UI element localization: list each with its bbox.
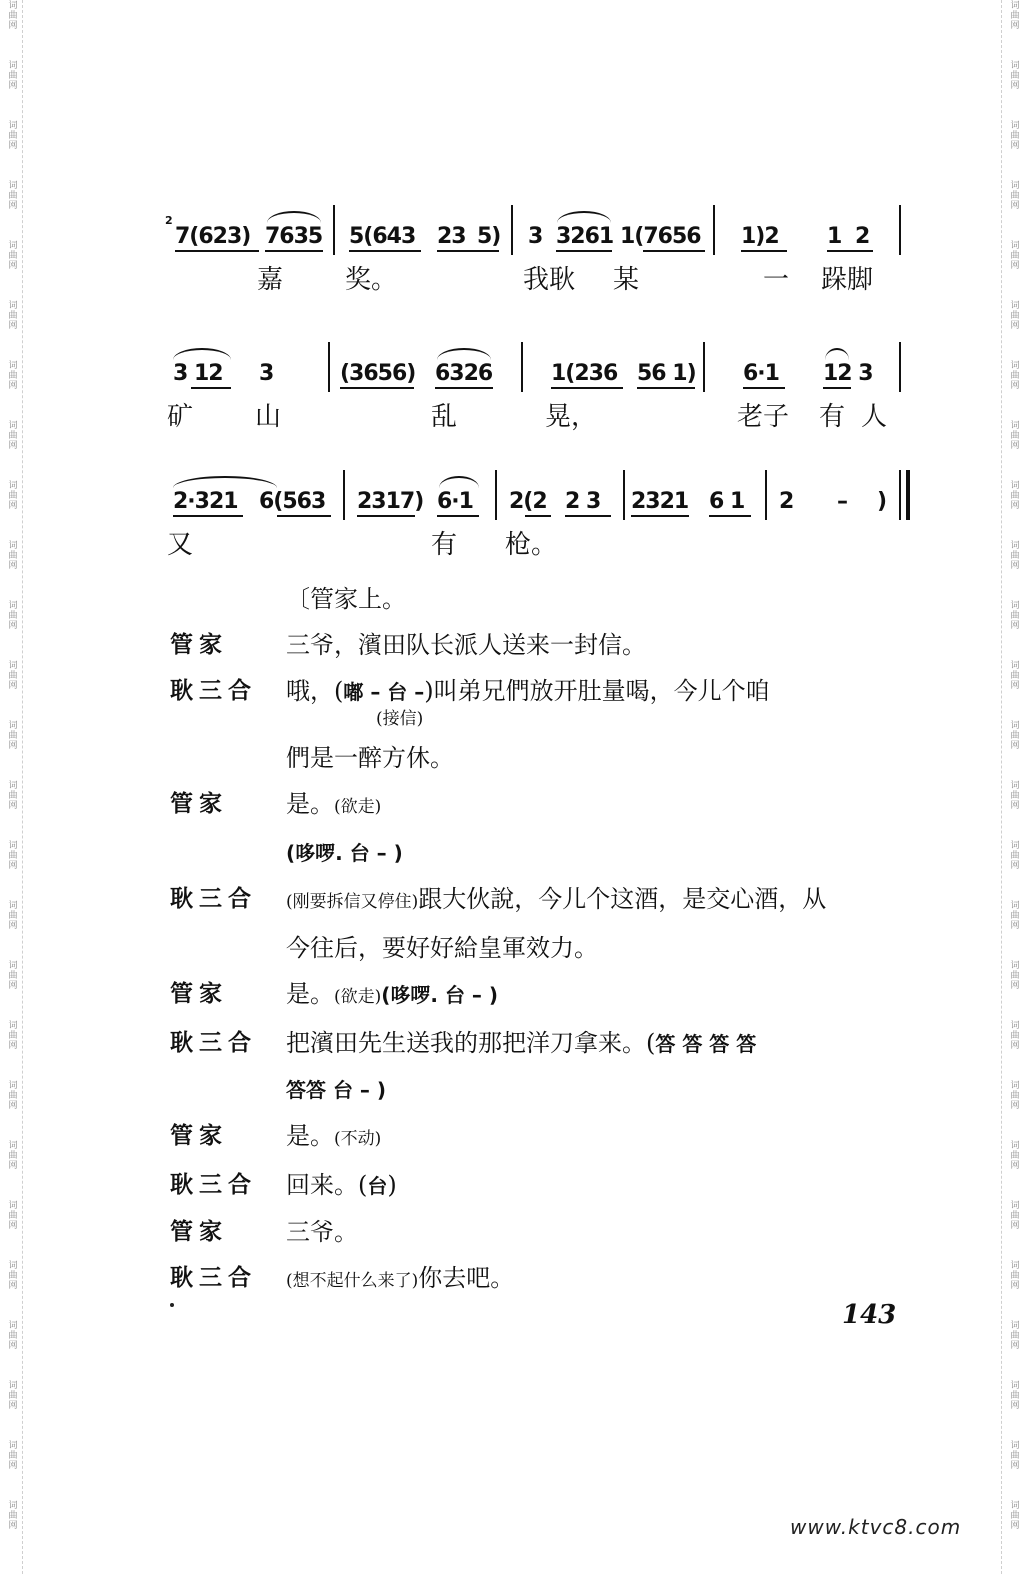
watermark-unit: 词曲网 (6, 480, 17, 510)
watermark-unit: 词曲网 (6, 1320, 17, 1350)
watermark-unit: 词曲网 (6, 240, 17, 270)
percussion-cue: 台 (367, 1174, 388, 1198)
notation-row-3 (165, 470, 915, 562)
watermark-unit: 词曲网 (1008, 720, 1019, 750)
percussion-cue: 答 答 答 答 (655, 1032, 757, 1056)
dialogue-continuation: 今往后，要好好給皇軍效力。 (286, 934, 598, 962)
lyric: 乱 (431, 402, 458, 432)
lyric: 某 (613, 265, 640, 295)
lyric: 又 (167, 530, 194, 560)
watermark-unit: 词曲网 (1008, 600, 1019, 630)
dialogue-line: 耿三合 (想不起什么来了)你去吧。 (170, 1264, 515, 1292)
dialogue-line: 管家 是。(欲走) (170, 790, 382, 818)
lyric: 老子 (737, 402, 790, 432)
percussion-line: 答答 台 – ) (286, 1078, 387, 1102)
stage-direction: (想不起什么来了) (286, 1271, 419, 1291)
stage-direction: (接信) (376, 709, 424, 729)
watermark-unit: 词曲网 (6, 180, 17, 210)
lyric: 我耿 (523, 265, 576, 295)
watermark-unit: 词曲网 (6, 1260, 17, 1290)
watermark-unit: 词曲网 (1008, 480, 1019, 510)
dialogue-line: 管家 是。(欲走)(哆啰. 台 – ) (170, 980, 499, 1008)
watermark-unit: 词曲网 (6, 360, 17, 390)
watermark-unit: 词曲网 (1008, 780, 1019, 810)
note-group: 6326 (435, 361, 493, 386)
watermark-unit: 词曲网 (6, 1140, 17, 1170)
lyric: 奖。 (345, 265, 398, 295)
watermark-unit: 词曲网 (1008, 840, 1019, 870)
watermark-unit: 词曲网 (6, 600, 17, 630)
lyric: 跺脚 (821, 265, 874, 295)
watermark-unit: 词曲网 (6, 1440, 17, 1470)
watermark-unit: 词曲网 (1008, 1020, 1019, 1050)
note-group: 2(2 (509, 489, 547, 514)
lyric: 晃， (545, 402, 598, 432)
dialogue-continuation: 們是一醉方休。 (286, 744, 454, 772)
note-group: 5(643 (349, 224, 416, 249)
left-watermark-strip (0, 0, 23, 1574)
lyric: 矿 (167, 402, 194, 432)
watermark-unit: 词曲网 (6, 840, 17, 870)
note-group: 56 1) (637, 361, 696, 386)
note-group: 7635 (265, 224, 323, 249)
print-speck (170, 1303, 174, 1307)
note-group: 23 (437, 224, 466, 249)
note-group: 2 (779, 489, 794, 514)
watermark-unit: 词曲网 (1008, 360, 1019, 390)
stage-direction: (欲走) (334, 797, 382, 817)
lyric: 山 (255, 402, 282, 432)
note-group: 1 (827, 224, 842, 249)
note-group: 6·1 (437, 489, 473, 514)
notation-row-2 (165, 342, 915, 434)
watermark-unit: 词曲网 (6, 420, 17, 450)
note-group: 2 (855, 224, 870, 249)
note-group: 3 (528, 224, 543, 249)
note-group: 1(7656 (620, 224, 701, 249)
site-watermark: www.ktvc8.com (790, 1515, 962, 1539)
dialogue-line: 管家 是。(不动) (170, 1122, 382, 1150)
watermark-unit: 词曲网 (1008, 900, 1019, 930)
watermark-unit: 词曲网 (1008, 300, 1019, 330)
watermark-unit: 词曲网 (1008, 1140, 1019, 1170)
stage-direction: (刚要拆信又停住) (286, 892, 419, 912)
watermark-unit: 词曲网 (1008, 180, 1019, 210)
watermark-unit: 词曲网 (6, 660, 17, 690)
watermark-unit: 词曲网 (6, 60, 17, 90)
note-group: 7(623) (175, 224, 251, 249)
dialogue-block (170, 582, 930, 1310)
meter-mark: 2 (165, 214, 172, 227)
watermark-unit: 词曲网 (6, 540, 17, 570)
watermark-unit: 词曲网 (1008, 1200, 1019, 1230)
watermark-unit: 词曲网 (6, 960, 17, 990)
dialogue-line: 管家 三爷，濱田队长派人送来一封信。 (170, 631, 646, 659)
note-group: 5) (477, 224, 501, 249)
note-group: 3 12 (173, 361, 223, 386)
watermark-unit: 词曲网 (6, 120, 17, 150)
percussion-cue: (哆啰. 台 – ) (381, 983, 499, 1007)
note-group: 1(236 (551, 361, 618, 386)
page-number: 143 (842, 1300, 897, 1330)
watermark-unit: 词曲网 (1008, 660, 1019, 690)
note-group: 6 1 (709, 489, 745, 514)
dialogue-line: 耿三合 回来。(台) (170, 1171, 397, 1199)
watermark-unit: 词曲网 (6, 1080, 17, 1110)
watermark-unit: 词曲网 (6, 0, 17, 30)
dialogue-line: 管家 三爷。 (170, 1218, 358, 1246)
watermark-unit: 词曲网 (6, 900, 17, 930)
note-group: (3656) (340, 361, 416, 386)
watermark-unit: 词曲网 (1008, 0, 1019, 30)
watermark-unit: 词曲网 (1008, 1260, 1019, 1290)
watermark-unit: 词曲网 (1008, 60, 1019, 90)
note-group: 3 (259, 361, 274, 386)
watermark-unit: 词曲网 (6, 1020, 17, 1050)
lyric: 枪。 (505, 530, 558, 560)
watermark-unit: 词曲网 (6, 780, 17, 810)
stage-direction: 〔管家上。 (286, 585, 406, 613)
notation-row-1 (165, 205, 915, 297)
note-group: – (837, 489, 847, 514)
watermark-unit: 词曲网 (6, 300, 17, 330)
watermark-unit: 词曲网 (6, 720, 17, 750)
lyric: 有 (819, 402, 846, 432)
note-group: 3261 (556, 224, 614, 249)
watermark-unit: 词曲网 (1008, 540, 1019, 570)
percussion-cue: 嘟 – 台 – (343, 680, 425, 704)
lyric: 一 (763, 265, 790, 295)
note-group: 6(563 (259, 489, 326, 514)
note-group: 2321 (631, 489, 689, 514)
watermark-unit: 词曲网 (1008, 960, 1019, 990)
watermark-unit: 词曲网 (1008, 1080, 1019, 1110)
watermark-unit: 词曲网 (1008, 420, 1019, 450)
stage-direction: (欲走) (334, 987, 382, 1007)
lyric: 嘉 (257, 265, 284, 295)
watermark-unit: 词曲网 (1008, 120, 1019, 150)
note-group: 2 3 (565, 489, 601, 514)
stage-direction: (不动) (334, 1129, 382, 1149)
dialogue-line: 耿三合 把濱田先生送我的那把洋刀拿来。(答 答 答 答 (170, 1029, 757, 1057)
dialogue-line: 耿三合 哦，(嘟 – 台 –)叫弟兄們放开肚量喝，今儿个咱 (接信) (170, 674, 930, 729)
note-group: 12 3 (823, 361, 873, 386)
note-group: 6·1 (743, 361, 779, 386)
note-group: 1)2 (741, 224, 779, 249)
dialogue-line: 耿三合 (刚要拆信又停住)跟大伙說，今儿个这酒，是交心酒，从 (170, 885, 827, 913)
watermark-unit: 词曲网 (6, 1200, 17, 1230)
watermark-unit: 词曲网 (1008, 1320, 1019, 1350)
watermark-unit: 词曲网 (6, 1500, 17, 1530)
note-group: 2·321 (173, 489, 238, 514)
watermark-unit: 词曲网 (1008, 240, 1019, 270)
watermark-unit: 词曲网 (6, 1380, 17, 1410)
right-watermark-strip (1001, 0, 1024, 1574)
lyric: 有 (431, 530, 458, 560)
watermark-unit: 词曲网 (1008, 1500, 1019, 1530)
watermark-unit: 词曲网 (1008, 1380, 1019, 1410)
note-group: ) (877, 489, 887, 514)
watermark-unit: 词曲网 (1008, 1440, 1019, 1470)
percussion-line: (哆啰. 台 – ) (286, 841, 403, 865)
note-group: 2317) (357, 489, 424, 514)
lyric: 人 (861, 402, 888, 432)
